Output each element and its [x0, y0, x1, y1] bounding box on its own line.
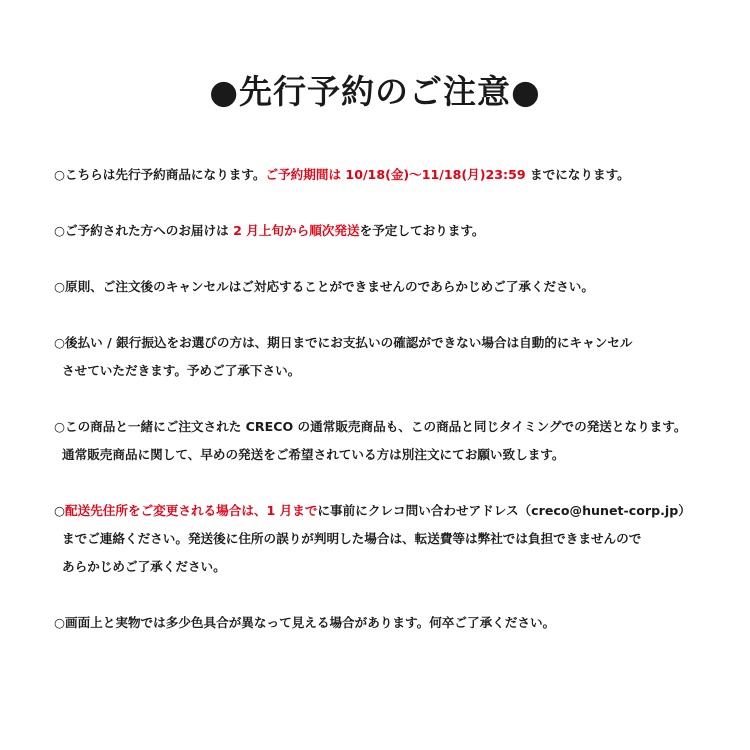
reservation-period-highlight: ご予約期間は 10/18(金)〜11/18(月)23:59 — [265, 167, 526, 182]
page-title: ●先行予約のご注意● — [209, 72, 541, 111]
notice-line — [54, 497, 744, 525]
notice-text: までになります。 — [525, 167, 630, 182]
notice-line — [54, 161, 744, 189]
address-change-highlight: 配送先住所をご変更される場合は、1 月まで — [65, 503, 318, 518]
notice-line: させていただきます。予めご了承下さい。 — [62, 363, 301, 378]
notice-line: ○後払い / 銀行振込をお選びの方は、期日までにお支払いの確認ができない場合は自動的にキャンセル — [54, 335, 633, 350]
notice-preorder-period — [54, 161, 744, 189]
notice-text: ○ — [54, 503, 65, 518]
notice-combined-shipping — [54, 413, 744, 469]
notice-line: ○画面上と実物では多少色具合が異なって見える場合があります。何卒ご了承ください。 — [54, 615, 556, 630]
notice-text: ○ご予約された方へのお届けは — [54, 223, 234, 238]
delivery-schedule-highlight: 2 月上旬から順次発送 — [233, 223, 360, 238]
notice-line — [54, 217, 744, 245]
notice-line: ○この商品と一緒にご注文された CRECO の通常販売商品も、この商品と同じタイミングでの発送となります。 — [54, 419, 687, 434]
notice-text: に事前にクレコ問い合わせアドレス（creco@hunet-corp.jp） — [317, 503, 691, 518]
notice-text: ○こちらは先行予約商品になります。 — [54, 167, 266, 182]
notice-no-cancellation — [54, 273, 744, 301]
notice-delivery-schedule — [54, 217, 744, 245]
notice-line: ○原則、ご注文後のキャンセルはご対応することができませんのであらかじめご了承ください。 — [54, 279, 594, 294]
notice-color-difference — [54, 609, 744, 637]
notice-payment-deadline — [54, 329, 744, 385]
notice-line: 通常販売商品に関して、早めの発送をご希望されている方は別注文にてお願い致します。 — [62, 447, 565, 462]
notice-line: までご連絡ください。発送後に住所の誤りが判明した場合は、転送費等は弊社では負担できませんので — [62, 531, 642, 546]
notice-text: を予定しております。 — [359, 223, 485, 238]
notice-line: あらかじめご了承ください。 — [62, 559, 226, 574]
notice-address-change — [54, 497, 744, 581]
